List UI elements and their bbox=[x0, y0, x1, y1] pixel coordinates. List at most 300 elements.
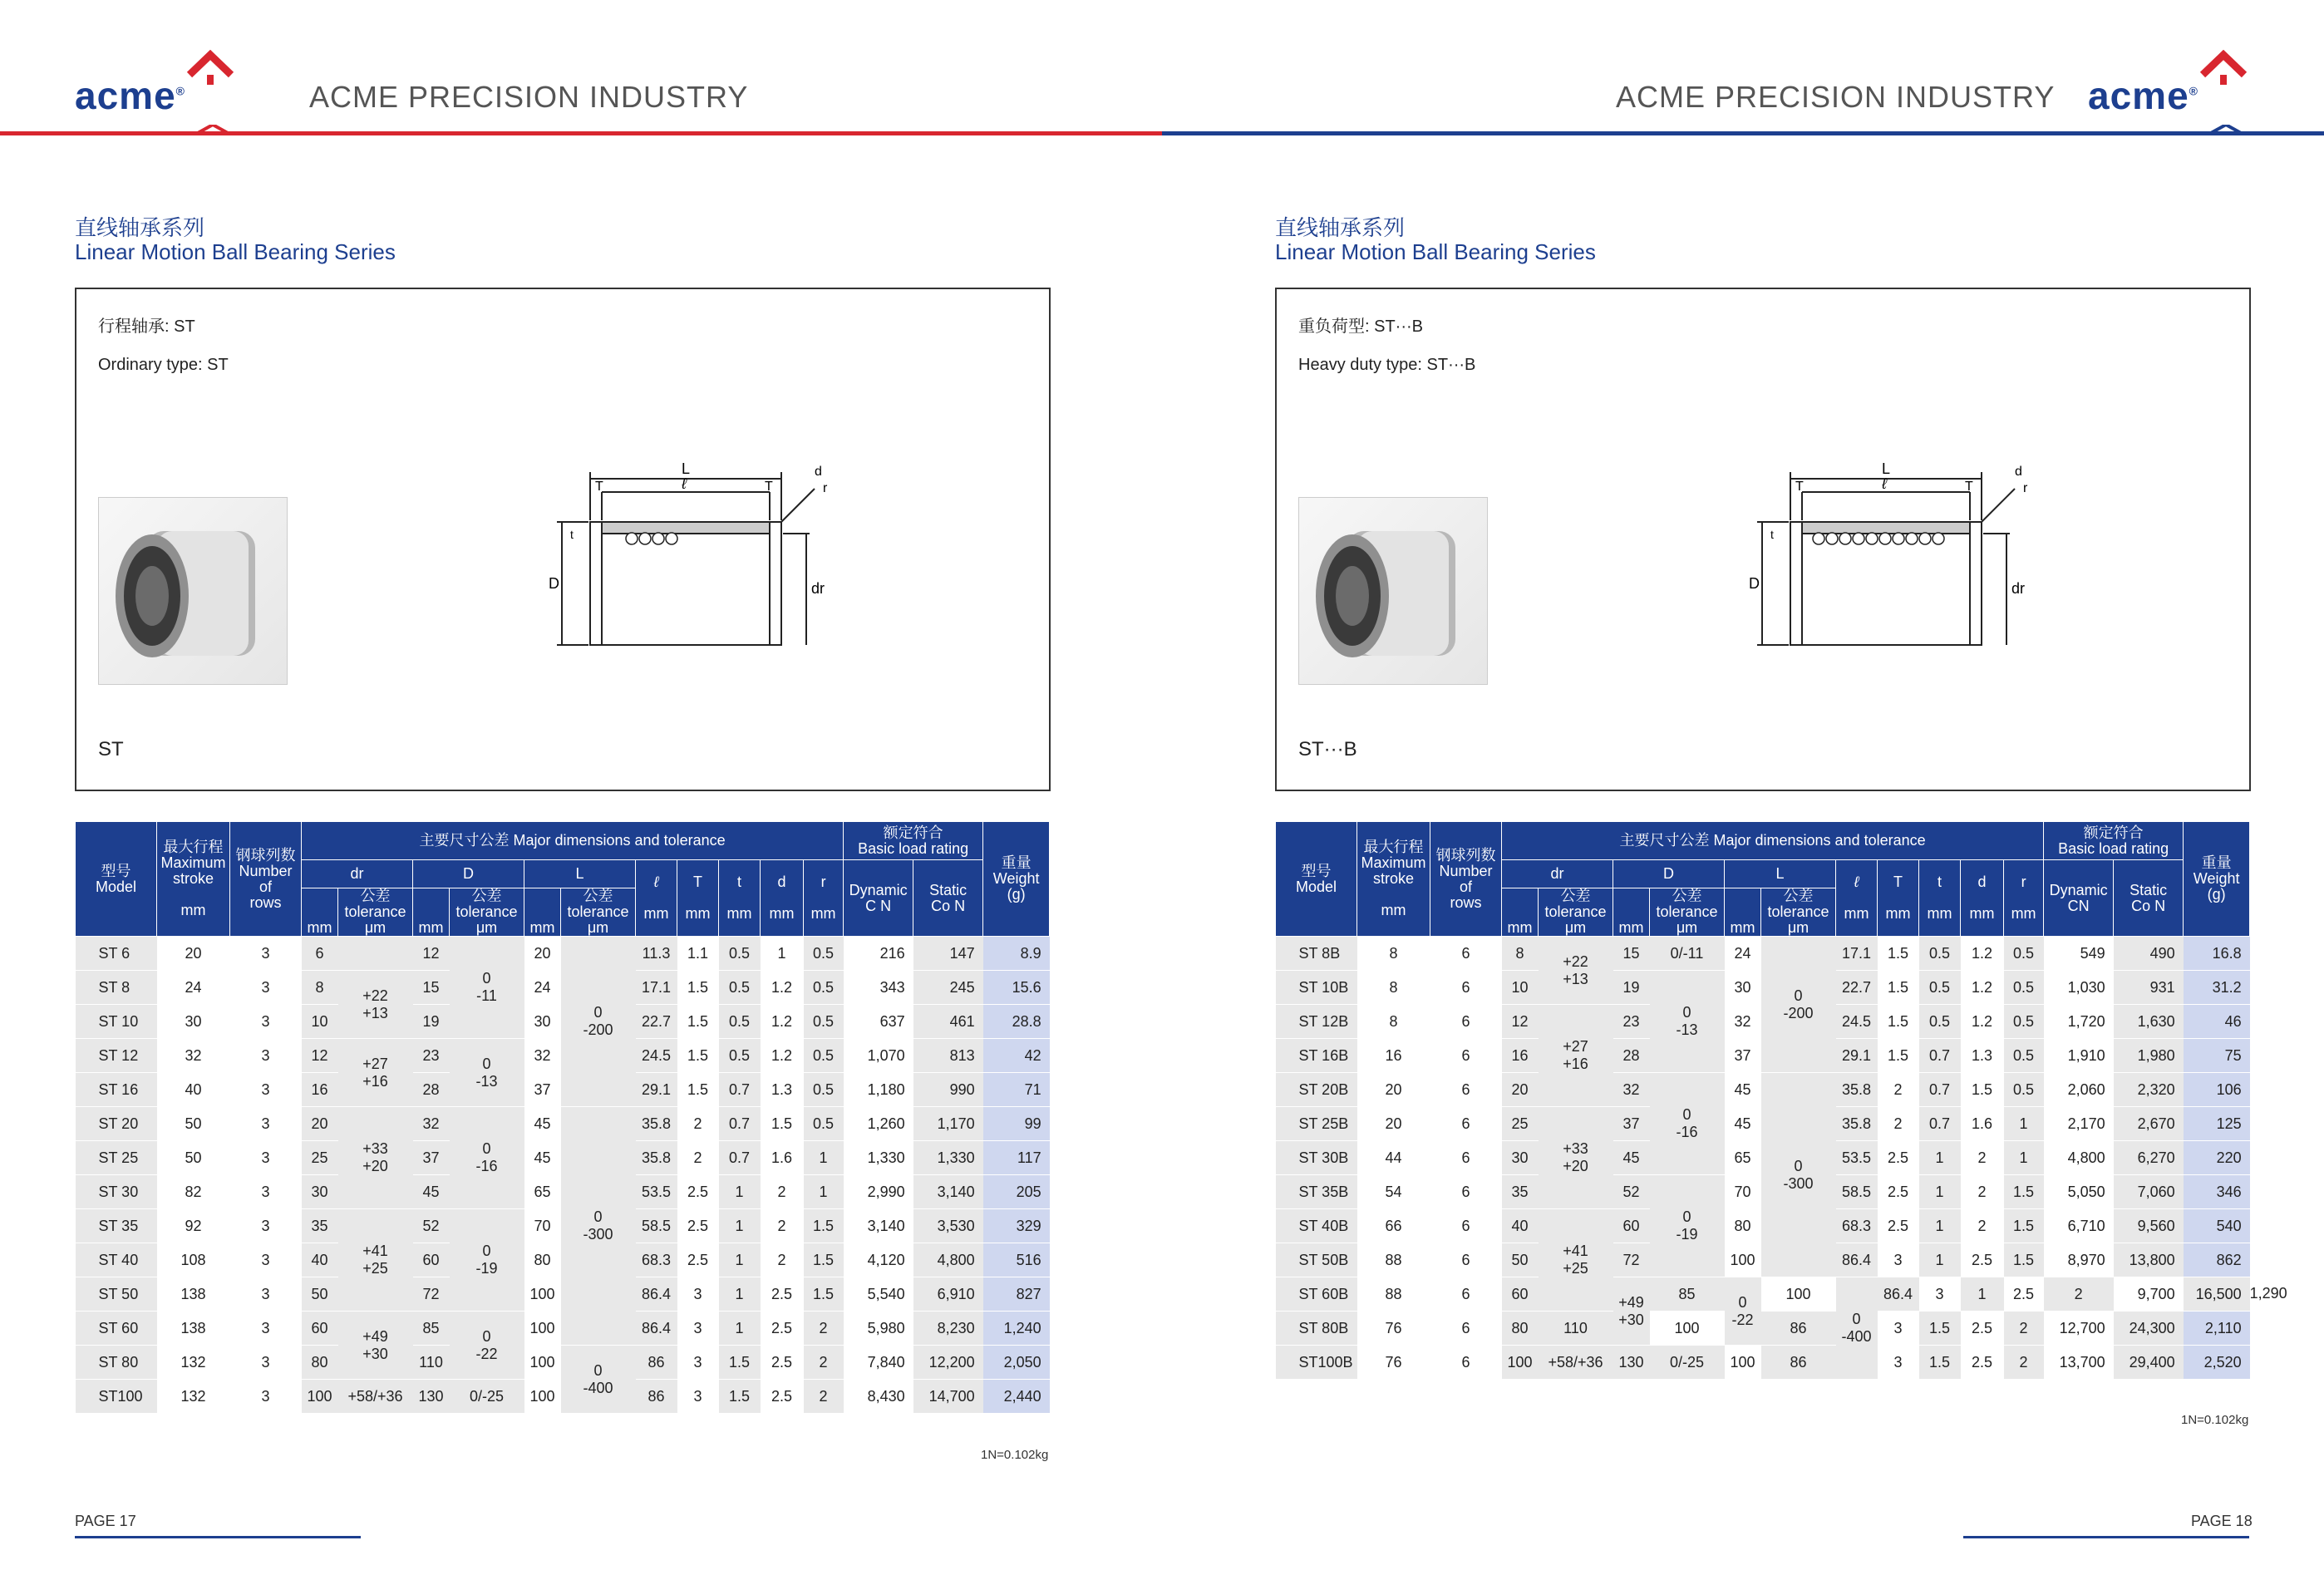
col-D: D bbox=[1613, 860, 1725, 888]
cell-dr-tol bbox=[1613, 1277, 1650, 1346]
cell-static: 147 bbox=[913, 937, 983, 971]
header-rule-blue bbox=[1162, 131, 2324, 135]
cell-L: 45 bbox=[524, 1107, 561, 1141]
cell-t: 1 bbox=[1919, 1141, 1961, 1175]
col-D-mm: mm bbox=[413, 888, 450, 937]
cell-d: 1.2 bbox=[1961, 1005, 2004, 1039]
cell-l: 58.5 bbox=[1836, 1175, 1878, 1209]
cell-model: ST 30 bbox=[76, 1175, 157, 1209]
cell-l: 29.1 bbox=[1836, 1039, 1878, 1073]
cell-D: 32 bbox=[1613, 1073, 1650, 1107]
footer-rule-right bbox=[1963, 1536, 2249, 1538]
cell-stroke: 8 bbox=[1357, 937, 1430, 971]
col-dr-mm: mm bbox=[1502, 888, 1539, 937]
col-stroke: 最大行程 Maximum stroke mm bbox=[1357, 822, 1430, 937]
cell-T: 2 bbox=[677, 1141, 719, 1175]
cell-weight: 540 bbox=[2184, 1209, 2250, 1243]
cell-rows: 6 bbox=[1430, 1243, 1502, 1277]
cell-L: 45 bbox=[1725, 1107, 1761, 1141]
cell-r: 0.5 bbox=[804, 1005, 844, 1039]
cell-t: 1.5 bbox=[719, 1346, 761, 1380]
col-D: D bbox=[413, 860, 524, 888]
dim-r: r bbox=[2023, 481, 2028, 495]
cell-rows: 3 bbox=[230, 1039, 302, 1073]
cell-rows: 3 bbox=[230, 1312, 302, 1346]
cell-t: 0.5 bbox=[719, 971, 761, 1005]
col-weight: 重量 Weight (g) bbox=[983, 822, 1050, 937]
cell-model: ST 12 bbox=[76, 1039, 157, 1073]
cell-weight: 71 bbox=[983, 1073, 1050, 1107]
table-row bbox=[76, 937, 1050, 971]
cell-t: 1 bbox=[719, 1243, 761, 1277]
cell-D-tol bbox=[450, 1209, 524, 1312]
cell-l: 86.4 bbox=[636, 1312, 677, 1346]
cell-static: 2,670 bbox=[2114, 1107, 2184, 1141]
cell-dynamic: 12,700 bbox=[2044, 1312, 2114, 1346]
cell-rows: 3 bbox=[230, 1175, 302, 1209]
cell-r: 0.5 bbox=[804, 1107, 844, 1141]
tolerance-value: +30 bbox=[1618, 1311, 1644, 1328]
cell-model: ST 8B bbox=[1276, 937, 1357, 971]
cell-stroke: 54 bbox=[1357, 1175, 1430, 1209]
cell-d: 2.5 bbox=[761, 1346, 804, 1380]
tolerance-value: +16 bbox=[362, 1072, 388, 1090]
cell-l: 17.1 bbox=[1836, 937, 1878, 971]
cell-D: 130 bbox=[413, 1380, 450, 1414]
cell-D: 12 bbox=[413, 937, 450, 971]
cell-rows: 6 bbox=[1430, 937, 1502, 971]
bearing-diagram-right bbox=[1741, 455, 2106, 680]
cell-T: 1.5 bbox=[677, 1039, 719, 1073]
cell-L: 32 bbox=[1725, 1005, 1761, 1039]
bearing-photo-icon bbox=[1299, 498, 1487, 684]
cell-r: 1.5 bbox=[804, 1243, 844, 1277]
cell-D: 32 bbox=[413, 1107, 450, 1141]
cell-dynamic: 1,910 bbox=[2044, 1039, 2114, 1073]
cell-d: 2 bbox=[1961, 1141, 2004, 1175]
cell-D: 15 bbox=[413, 971, 450, 1005]
dim-T-right: T bbox=[1965, 480, 1973, 494]
tolerance-value: -19 bbox=[475, 1260, 498, 1277]
cell-stroke: 8 bbox=[1357, 971, 1430, 1005]
cell-dr-tol bbox=[338, 1380, 413, 1414]
cell-dr: 30 bbox=[302, 1175, 338, 1209]
cell-static: 813 bbox=[913, 1039, 983, 1073]
cell-t: 0.5 bbox=[1919, 1005, 1961, 1039]
cell-t: 0.7 bbox=[1919, 1039, 1961, 1073]
tolerance-value: +22 bbox=[362, 987, 388, 1004]
cell-d: 2 bbox=[761, 1175, 804, 1209]
cell-dynamic: 2,990 bbox=[844, 1175, 913, 1209]
cell-dynamic: 3,140 bbox=[844, 1209, 913, 1243]
tolerance-value: +25 bbox=[362, 1260, 388, 1277]
cell-static: 1,330 bbox=[913, 1141, 983, 1175]
cell-l: 86 bbox=[636, 1346, 677, 1380]
type-en-left: Ordinary type: ST bbox=[98, 356, 229, 374]
cell-rows: 3 bbox=[230, 1073, 302, 1107]
cell-stroke: 40 bbox=[157, 1073, 230, 1107]
unit-note-left: 1N=0.102kg bbox=[981, 1448, 1049, 1462]
cell-T: 2.5 bbox=[1878, 1141, 1919, 1175]
cell-model: ST 12B bbox=[1276, 1005, 1357, 1039]
cell-r: 1 bbox=[804, 1141, 844, 1175]
cell-dr-tol bbox=[1539, 1107, 1613, 1209]
cell-T: 1.5 bbox=[677, 1073, 719, 1107]
cell-dr: 80 bbox=[1502, 1312, 1539, 1346]
cell-rows: 3 bbox=[230, 937, 302, 971]
cell-stroke: 44 bbox=[1357, 1141, 1430, 1175]
cell-stroke: 32 bbox=[157, 1039, 230, 1073]
tolerance-value: -300 bbox=[1783, 1174, 1814, 1192]
cell-rows: 3 bbox=[230, 1107, 302, 1141]
type-en-right: Heavy duty type: ST···B bbox=[1298, 356, 1476, 374]
cell-weight: 220 bbox=[2184, 1141, 2250, 1175]
cell-model: ST 40 bbox=[76, 1243, 157, 1277]
cell-stroke: 108 bbox=[157, 1243, 230, 1277]
product-box-left bbox=[75, 288, 1051, 791]
cell-t: 0.5 bbox=[719, 937, 761, 971]
cell-D: 110 bbox=[1539, 1312, 1613, 1346]
table-row bbox=[76, 1107, 1050, 1141]
dim-dr: dr bbox=[811, 580, 825, 597]
table-row bbox=[1276, 1346, 2250, 1380]
cell-dynamic: 2,060 bbox=[2044, 1073, 2114, 1107]
tolerance-value: 0 bbox=[482, 1243, 491, 1259]
cell-weight: 46 bbox=[2184, 1005, 2250, 1039]
tolerance-value: 0 bbox=[482, 1327, 491, 1345]
cell-L-tol bbox=[561, 1107, 636, 1346]
cell-d: 1.2 bbox=[761, 1005, 804, 1039]
cell-rows: 6 bbox=[1430, 1039, 1502, 1073]
cell-L: 80 bbox=[524, 1243, 561, 1277]
tolerance-value: -400 bbox=[1841, 1328, 1872, 1345]
col-static: Static Co N bbox=[913, 860, 983, 937]
cell-l: 35.8 bbox=[1836, 1073, 1878, 1107]
cell-L: 70 bbox=[524, 1209, 561, 1243]
cell-r: 0.5 bbox=[2004, 1073, 2044, 1107]
tolerance-value: 0 bbox=[593, 1361, 603, 1379]
cell-l: 24.5 bbox=[1836, 1005, 1878, 1039]
cell-dr: 100 bbox=[1502, 1346, 1539, 1380]
cell-weight: 827 bbox=[983, 1277, 1050, 1312]
cell-dr: 25 bbox=[1502, 1107, 1539, 1141]
cell-L: 100 bbox=[524, 1346, 561, 1380]
cell-r: 1 bbox=[2004, 1107, 2044, 1141]
cell-T: 2 bbox=[1878, 1073, 1919, 1107]
cell-rows: 6 bbox=[1430, 1175, 1502, 1209]
cell-model: ST 35 bbox=[76, 1209, 157, 1243]
tolerance-value: +13 bbox=[362, 1004, 388, 1021]
cell-stroke: 138 bbox=[157, 1312, 230, 1346]
tolerance-value: -19 bbox=[1676, 1226, 1698, 1243]
tolerance-value: 0/-25 bbox=[469, 1387, 505, 1405]
cell-stroke: 138 bbox=[157, 1277, 230, 1312]
cell-d: 1.2 bbox=[1961, 971, 2004, 1005]
cell-dr: 30 bbox=[1502, 1141, 1539, 1175]
cell-dr: 10 bbox=[302, 1005, 338, 1039]
cell-L: 100 bbox=[1725, 1346, 1761, 1380]
cell-static: 8,230 bbox=[913, 1312, 983, 1346]
cell-d: 2 bbox=[1961, 1209, 2004, 1243]
section-title-cn-right: 直线轴承系列 bbox=[1275, 215, 1406, 240]
tolerance-value: 0 bbox=[482, 1140, 491, 1157]
cell-r: 2 bbox=[2004, 1312, 2044, 1346]
cell-l: 53.5 bbox=[1836, 1141, 1878, 1175]
cell-dr: 12 bbox=[1502, 1005, 1539, 1039]
cell-L-tol bbox=[1761, 937, 1836, 1073]
cell-stroke: 20 bbox=[1357, 1107, 1430, 1141]
bearing-photo-right bbox=[1298, 497, 1488, 685]
cell-r: 0.5 bbox=[2004, 1005, 2044, 1039]
cell-D-tol bbox=[1650, 1346, 1725, 1380]
cell-T: 1.5 bbox=[677, 1005, 719, 1039]
cell-L: 37 bbox=[1725, 1039, 1761, 1073]
cell-l: 17.1 bbox=[636, 971, 677, 1005]
cell-dynamic: 8,430 bbox=[844, 1380, 913, 1414]
cell-stroke: 66 bbox=[1357, 1209, 1430, 1243]
col-T: T mm bbox=[1878, 860, 1919, 937]
cell-dynamic: 1,070 bbox=[844, 1039, 913, 1073]
cell-D: 52 bbox=[413, 1209, 450, 1243]
tolerance-value: +33 bbox=[1563, 1140, 1588, 1157]
cell-D: 85 bbox=[413, 1312, 450, 1346]
type-cn-left: 行程轴承: ST bbox=[98, 317, 195, 336]
tolerance-value: +16 bbox=[1563, 1056, 1588, 1072]
cell-T: 3 bbox=[677, 1277, 719, 1312]
cell-T: 3 bbox=[677, 1380, 719, 1414]
cell-t: 0.7 bbox=[719, 1073, 761, 1107]
cell-d: 1.6 bbox=[761, 1141, 804, 1175]
cell-L-tol bbox=[1836, 1277, 1878, 1380]
cell-rows: 6 bbox=[1430, 1277, 1502, 1312]
col-t: t mm bbox=[719, 860, 761, 937]
cell-dr: 50 bbox=[302, 1277, 338, 1312]
cell-model: ST 16 bbox=[76, 1073, 157, 1107]
cell-D: 45 bbox=[1613, 1141, 1650, 1175]
cell-D: 60 bbox=[1613, 1209, 1650, 1243]
cell-dr-tol bbox=[338, 1039, 413, 1107]
cell-T: 2 bbox=[1878, 1107, 1919, 1141]
cell-D: 45 bbox=[413, 1175, 450, 1209]
cell-L: 70 bbox=[1725, 1175, 1761, 1209]
col-rows: 钢球列数 Number of rows bbox=[1430, 822, 1502, 937]
cell-d: 2 bbox=[761, 1243, 804, 1277]
cell-l: 86 bbox=[1761, 1312, 1836, 1346]
table-row bbox=[76, 1346, 1050, 1380]
cell-static: 6,910 bbox=[913, 1277, 983, 1312]
cell-rows: 6 bbox=[1430, 1107, 1502, 1141]
cell-r: 0.5 bbox=[2004, 1039, 2044, 1073]
cell-model: ST 6 bbox=[76, 937, 157, 971]
cell-dr-tol bbox=[338, 937, 413, 971]
cell-dr-tol bbox=[1539, 937, 1613, 1005]
cell-d: 2.5 bbox=[761, 1312, 804, 1346]
bearing-photo-icon bbox=[99, 498, 287, 684]
cell-dynamic: 1,330 bbox=[844, 1141, 913, 1175]
brand-logo-left: acme® bbox=[75, 74, 185, 117]
cell-L: 100 bbox=[524, 1380, 561, 1414]
col-l: ℓ mm bbox=[1836, 860, 1878, 937]
cell-stroke: 8 bbox=[1357, 1005, 1430, 1039]
cell-r: 1.5 bbox=[804, 1277, 844, 1312]
tolerance-value: -11 bbox=[476, 987, 497, 1004]
logo-house-icon-right bbox=[2198, 50, 2249, 91]
cell-stroke: 132 bbox=[157, 1346, 230, 1380]
cell-dr: 20 bbox=[1502, 1073, 1539, 1107]
cell-l: 29.1 bbox=[636, 1073, 677, 1107]
tolerance-value: +27 bbox=[1563, 1038, 1588, 1055]
cell-model: ST100 bbox=[76, 1380, 157, 1414]
brand-logo-right: acme® bbox=[2088, 74, 2198, 117]
cell-d: 1.6 bbox=[1961, 1107, 2004, 1141]
cell-dr-tol bbox=[1539, 1346, 1613, 1380]
cell-l: 22.7 bbox=[1836, 971, 1878, 1005]
tolerance-value: 0 bbox=[1682, 1106, 1691, 1123]
cell-T: 2 bbox=[677, 1107, 719, 1141]
cell-L: 32 bbox=[524, 1039, 561, 1073]
cell-T: 3 bbox=[677, 1312, 719, 1346]
cell-T: 2.5 bbox=[677, 1209, 719, 1243]
dim-L: L bbox=[1882, 460, 1891, 477]
cell-t: 0.7 bbox=[1919, 1107, 1961, 1141]
dim-D: D bbox=[1749, 575, 1760, 592]
tolerance-value: +58/+36 bbox=[1548, 1353, 1603, 1371]
cell-D-tol bbox=[1650, 1073, 1725, 1175]
tolerance-value: -22 bbox=[1731, 1311, 1754, 1328]
header-notch-left bbox=[196, 125, 229, 138]
tolerance-value: -16 bbox=[475, 1158, 498, 1174]
cell-l: 86 bbox=[636, 1380, 677, 1414]
cell-L: 80 bbox=[1725, 1209, 1761, 1243]
cell-model: ST 20 bbox=[76, 1107, 157, 1141]
cell-stroke: 88 bbox=[1357, 1277, 1430, 1312]
table-row bbox=[1276, 1312, 2250, 1346]
cell-t: 1.5 bbox=[1919, 1312, 1961, 1346]
cell-stroke: 88 bbox=[1357, 1243, 1430, 1277]
cell-weight: 329 bbox=[983, 1209, 1050, 1243]
tolerance-value: -16 bbox=[1676, 1124, 1698, 1140]
cell-weight: 2,110 bbox=[2184, 1312, 2250, 1346]
cell-d: 2.5 bbox=[1961, 1312, 2004, 1346]
cell-T: 3 bbox=[677, 1346, 719, 1380]
dim-T-left: T bbox=[595, 480, 603, 494]
cell-d: 2 bbox=[1961, 1175, 2004, 1209]
cell-weight: 2,520 bbox=[2184, 1346, 2250, 1380]
cell-D: 23 bbox=[413, 1039, 450, 1073]
cell-l: 68.3 bbox=[1836, 1209, 1878, 1243]
cell-model: ST 60 bbox=[76, 1312, 157, 1346]
tolerance-value: +30 bbox=[362, 1345, 388, 1362]
cell-t: 1 bbox=[719, 1312, 761, 1346]
tolerance-value: +41 bbox=[362, 1243, 388, 1259]
cell-r: 0.5 bbox=[2004, 937, 2044, 971]
dim-d: d bbox=[815, 465, 822, 479]
cell-l: 68.3 bbox=[636, 1243, 677, 1277]
cell-d: 2.5 bbox=[1961, 1346, 2004, 1380]
cell-t: 1.5 bbox=[1919, 1346, 1961, 1380]
cell-weight: 862 bbox=[2184, 1243, 2250, 1277]
cell-dynamic: 1,030 bbox=[2044, 971, 2114, 1005]
cell-stroke: 82 bbox=[157, 1175, 230, 1209]
cell-d: 2.5 bbox=[1961, 1243, 2004, 1277]
cell-dynamic: 9,700 bbox=[2114, 1277, 2184, 1312]
cell-static: 990 bbox=[913, 1073, 983, 1107]
cell-D: 28 bbox=[413, 1073, 450, 1107]
company-name-right: ACME PRECISION INDUSTRY bbox=[1616, 80, 2056, 114]
cell-D: 130 bbox=[1613, 1346, 1650, 1380]
col-dr: dr bbox=[1502, 860, 1613, 888]
col-major: 主要尺寸公差 Major dimensions and tolerance bbox=[302, 822, 844, 860]
tolerance-value: +49 bbox=[362, 1327, 388, 1345]
cell-rows: 3 bbox=[230, 1141, 302, 1175]
cell-d: 2.5 bbox=[761, 1277, 804, 1312]
cell-L-tol bbox=[561, 937, 636, 1107]
tolerance-value: 0 bbox=[593, 1208, 603, 1225]
tolerance-value: 0/-11 bbox=[1670, 944, 1704, 962]
cell-t: 0.7 bbox=[719, 1107, 761, 1141]
cell-d: 1 bbox=[761, 937, 804, 971]
section-title-en-left: Linear Motion Ball Bearing Series bbox=[75, 239, 396, 264]
col-L-tol: 公差 tolerance μm bbox=[1761, 888, 1836, 937]
cell-stroke: 132 bbox=[157, 1380, 230, 1414]
cell-L: 37 bbox=[524, 1073, 561, 1107]
cell-L: 45 bbox=[1725, 1073, 1761, 1107]
cell-rows: 6 bbox=[1430, 1073, 1502, 1107]
cell-r: 2 bbox=[2004, 1346, 2044, 1380]
tolerance-value: -200 bbox=[1783, 1004, 1814, 1021]
col-load: 额定符合 Basic load rating bbox=[844, 822, 983, 860]
tolerance-value: +20 bbox=[1563, 1158, 1588, 1174]
cell-l: 53.5 bbox=[636, 1175, 677, 1209]
cell-r: 1.5 bbox=[2004, 1209, 2044, 1243]
cell-r: 1.5 bbox=[2004, 1243, 2044, 1277]
cell-L: 20 bbox=[524, 937, 561, 971]
product-box-right bbox=[1275, 288, 2251, 791]
cell-weight: 75 bbox=[2184, 1039, 2250, 1073]
dim-t: t bbox=[570, 528, 574, 541]
cell-rows: 3 bbox=[230, 1005, 302, 1039]
cell-model: ST 20B bbox=[1276, 1073, 1357, 1107]
cell-dr: 40 bbox=[302, 1243, 338, 1277]
cell-static: 931 bbox=[2114, 971, 2184, 1005]
cell-dynamic: 5,540 bbox=[844, 1277, 913, 1312]
cell-stroke: 20 bbox=[157, 937, 230, 971]
col-L-mm: mm bbox=[1725, 888, 1761, 937]
cell-weight: 346 bbox=[2184, 1175, 2250, 1209]
cell-T: 1.1 bbox=[677, 937, 719, 971]
cell-stroke: 50 bbox=[157, 1107, 230, 1141]
cell-d: 1.3 bbox=[761, 1073, 804, 1107]
col-dr-mm: mm bbox=[302, 888, 338, 937]
cell-dynamic: 2,170 bbox=[2044, 1107, 2114, 1141]
cell-T: 1.5 bbox=[677, 971, 719, 1005]
cell-rows: 6 bbox=[1430, 1209, 1502, 1243]
dim-d: d bbox=[2015, 465, 2022, 479]
cell-dr: 16 bbox=[1502, 1039, 1539, 1073]
cell-l: 22.7 bbox=[636, 1005, 677, 1039]
cell-weight: 16.8 bbox=[2184, 937, 2250, 971]
cell-L: 100 bbox=[1650, 1312, 1725, 1346]
cell-static: 3,530 bbox=[913, 1209, 983, 1243]
dim-t: t bbox=[1770, 528, 1774, 541]
cell-rows: 3 bbox=[230, 1209, 302, 1243]
cell-dr: 50 bbox=[1502, 1243, 1539, 1277]
cell-weight: 28.8 bbox=[983, 1005, 1050, 1039]
tolerance-value: +25 bbox=[1563, 1260, 1588, 1277]
tolerance-value: +20 bbox=[362, 1158, 388, 1174]
cell-rows: 3 bbox=[230, 971, 302, 1005]
cell-dynamic: 13,700 bbox=[2044, 1346, 2114, 1380]
